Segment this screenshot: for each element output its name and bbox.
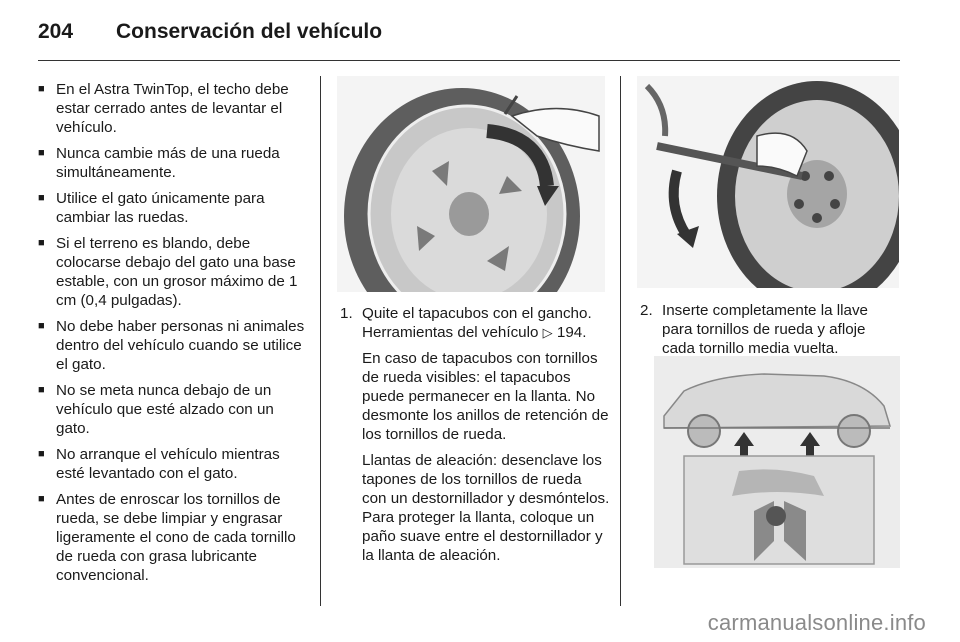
- bullet-item: ■ No debe haber personas ni animales dentro del vehículo cuando se utilice el gato.: [38, 317, 310, 374]
- step-1-instructions: [340, 304, 610, 565]
- step-1-text: Quite el tapacubos con el gancho. Herramientas del vehículo: [362, 305, 592, 341]
- step-2-instructions: [640, 301, 900, 358]
- safety-bullets-column: [38, 80, 310, 592]
- step-number: 2.: [640, 302, 653, 319]
- bullet-item: ■ No se meta nunca debajo de un vehículo que esté alzado con un gato.: [38, 381, 310, 438]
- bullet-item: ■ Si el terreno es blando, debe colocarse debajo del gato una base estable, con un grosor máximo de 1 cm (0,4 pulgadas).: [38, 234, 310, 310]
- bullet-item: ■ En el Astra TwinTop, el techo debe estar cerrado antes de levantar el vehículo.: [38, 80, 310, 137]
- bullet-item: ■ Utilice el gato únicamente para cambiar las ruedas.: [38, 189, 310, 227]
- page-title: Conservación del vehículo: [116, 20, 383, 43]
- step-1-page-ref[interactable]: 194.: [556, 324, 587, 341]
- step-1: [340, 304, 610, 342]
- bullet-item: ■ Antes de enroscar los tornillos de rueda, se debe limpiar y engrasar ligeramente el cono de cada tornillo de rueda con grasa lubricante convencional.: [38, 490, 310, 585]
- step-2: [640, 301, 900, 358]
- wrench-loosening-illustration: [637, 76, 899, 288]
- page-number: 204: [38, 20, 74, 43]
- car-jack-icon: [654, 356, 900, 568]
- jack-points-illustration: [654, 356, 900, 568]
- watermark: carmanualsonline.info: [707, 610, 926, 635]
- header-divider: [38, 60, 900, 61]
- bullet-item: ■ No arranque el vehículo mientras esté levantado con el gato.: [38, 445, 310, 483]
- wheel-hubcap-icon: [337, 76, 605, 292]
- column-divider-1: [320, 76, 321, 606]
- step-2-text: Inserte completamente la llave para tornillos de rueda y afloje cada tornillo media vuelta.: [662, 302, 868, 357]
- wheel-wrench-icon: [637, 76, 899, 288]
- page-header: [38, 14, 382, 50]
- hubcap-removal-illustration: [337, 76, 605, 292]
- step-1-line: [362, 304, 610, 342]
- safety-bullet-list: [38, 80, 310, 585]
- column-divider-2: [620, 76, 621, 606]
- step-number: 1.: [340, 305, 353, 322]
- step-1-paragraph-1: En caso de tapacubos con tornillos de rueda visibles: el tapacubos puede permanecer en la llanta. No desmonte los anillos de retención de los tornillos de rueda.: [362, 350, 609, 443]
- arrow-ref-icon: ▷: [542, 325, 553, 340]
- step-1-paragraph-2: Llantas de aleación: desenclave los tapones de los tornillos de rueda con un destornillador y desmóntelos. Para proteger la llanta, coloque un paño suave entre el destornillador y la llanta de aleación.: [362, 452, 610, 564]
- bullet-item: ■ Nunca cambie más de una rueda simultáneamente.: [38, 144, 310, 182]
